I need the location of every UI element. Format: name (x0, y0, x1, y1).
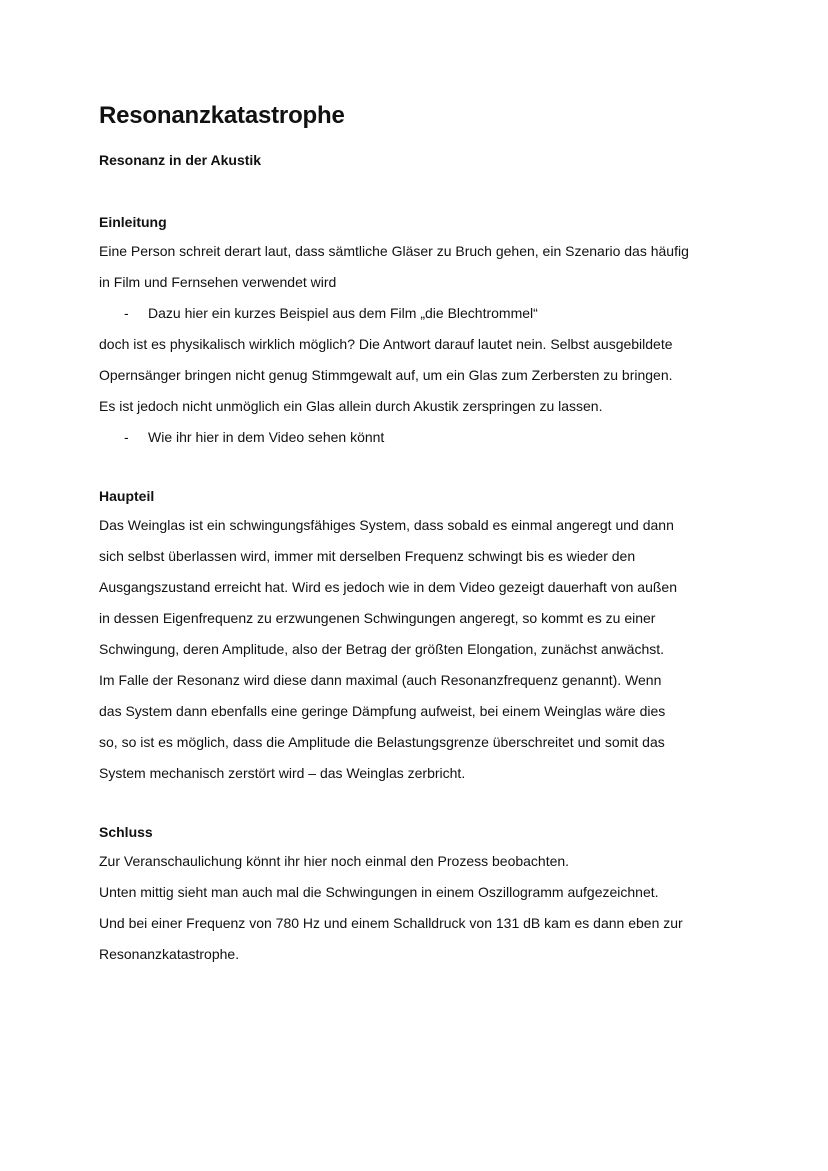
section-haupteil (99, 486, 677, 789)
paragraph-line: in dessen Eigenfrequenz zu erzwungenen Schwingungen angeregt, so kommt es zu einer (99, 610, 656, 626)
section-einleitung (99, 212, 689, 453)
section-heading-haupteil: Haupteil (99, 488, 155, 504)
bullet-text: Dazu hier ein kurzes Beispiel aus dem Film „die Blechtrommel“ (148, 305, 538, 321)
section-heading-einleitung: Einleitung (99, 214, 167, 230)
document-subtitle: Resonanz in der Akustik (99, 152, 262, 168)
paragraph-line: Resonanzkatastrophe. (99, 946, 240, 962)
paragraph-line: Und bei einer Frequenz von 780 Hz und einem Schalldruck von 131 dB kam es dann eben zur (99, 915, 683, 931)
section-schluss (99, 822, 683, 970)
bullet-item (99, 298, 689, 329)
paragraph-line: Ausgangszustand erreicht hat. Wird es jedoch wie in dem Video gezeigt dauerhaft von außen (99, 579, 677, 595)
paragraph-line: System mechanisch zerstört wird – das Weinglas zerbricht. (99, 765, 466, 781)
bullet-dash: - (124, 305, 129, 321)
section-heading-schluss: Schluss (99, 824, 153, 840)
paragraph-line: Schwingung, deren Amplitude, also der Betrag der größten Elongation, zunächst anwächst. (99, 641, 665, 657)
paragraph-line: Unten mittig sieht man auch mal die Schwingungen in einem Oszillogramm aufgezeichnet. (99, 884, 659, 900)
bullet-text: Wie ihr hier in dem Video sehen könnt (148, 429, 385, 445)
document-title: Resonanzkatastrophe (99, 102, 345, 129)
document-content (99, 100, 739, 962)
paragraph-line: das System dann ebenfalls eine geringe Dämpfung aufweist, bei einem Weinglas wäre dies (99, 703, 666, 719)
paragraph-line: Eine Person schreit derart laut, dass sämtliche Gläser zu Bruch gehen, ein Szenario das häufig (99, 243, 689, 259)
paragraph-line: doch ist es physikalisch wirklich möglich? Die Antwort darauf lautet nein. Selbst ausgebildete (99, 336, 673, 352)
paragraph-line: Es ist jedoch nicht unmöglich ein Glas allein durch Akustik zerspringen zu lassen. (99, 398, 603, 414)
bullet-dash: - (124, 429, 129, 445)
paragraph-line: Opernsänger bringen nicht genug Stimmgewalt auf, um ein Glas zum Zerbersten zu bringen. (99, 367, 673, 383)
bullet-item (99, 422, 689, 453)
paragraph-line: Zur Veranschaulichung könnt ihr hier noch einmal den Prozess beobachten. (99, 853, 570, 869)
paragraph-line: Das Weinglas ist ein schwingungsfähiges System, dass sobald es einmal angeregt und dann (99, 517, 674, 533)
paragraph-line: sich selbst überlassen wird, immer mit derselben Frequenz schwingt bis es wieder den (99, 548, 636, 564)
paragraph-line: so, so ist es möglich, dass die Amplitude die Belastungsgrenze überschreitet und somit das (99, 734, 665, 750)
paragraph-line: Im Falle der Resonanz wird diese dann maximal (auch Resonanzfrequenz genannt). Wenn (99, 672, 662, 688)
paragraph-line: in Film und Fernsehen verwendet wird (99, 274, 337, 290)
